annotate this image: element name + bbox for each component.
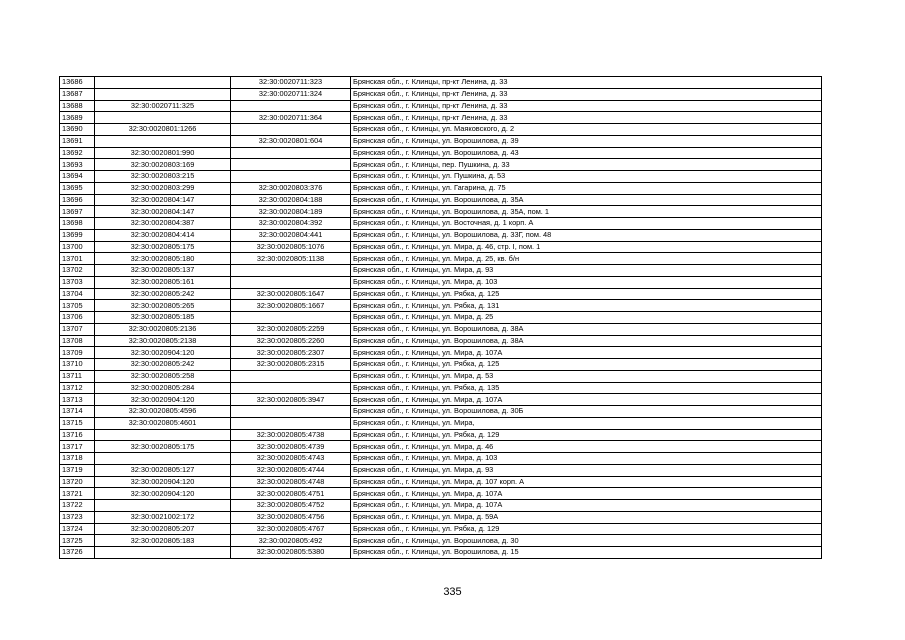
object-cadastral-number-cell: 32:30:0020803:376 — [231, 182, 351, 194]
row-number-cell: 13709 — [60, 347, 95, 359]
row-number-cell: 13708 — [60, 335, 95, 347]
table-row — [60, 547, 822, 559]
cadastral-number-cell: 32:30:0020711:325 — [95, 100, 231, 112]
cadastral-number-cell: 32:30:0020805:183 — [95, 535, 231, 547]
object-cadastral-number-cell: 32:30:0020801:604 — [231, 135, 351, 147]
cadastral-number-cell: 32:30:0020804:387 — [95, 218, 231, 230]
object-cadastral-number-cell: 32:30:0020805:4748 — [231, 476, 351, 488]
cadastral-number-cell: 32:30:0020805:242 — [95, 359, 231, 371]
row-number-cell: 13710 — [60, 359, 95, 371]
address-cell: Брянская обл., г. Клинцы, ул. Мира, — [351, 417, 822, 429]
address-cell: Брянская обл., г. Клинцы, ул. Восточная, д. 1 корп. А — [351, 218, 822, 230]
address-cell: Брянская обл., г. Клинцы, пр-кт Ленина, д. 33 — [351, 77, 822, 89]
cadastral-number-cell: 32:30:0020805:137 — [95, 265, 231, 277]
cadastral-number-cell: 32:30:0020804:414 — [95, 229, 231, 241]
cadastral-number-cell — [95, 547, 231, 559]
object-cadastral-number-cell — [231, 276, 351, 288]
object-cadastral-number-cell: 32:30:0020804:441 — [231, 229, 351, 241]
row-number-cell: 13724 — [60, 523, 95, 535]
row-number-cell: 13717 — [60, 441, 95, 453]
address-cell: Брянская обл., г. Клинцы, ул. Мира, д. 93 — [351, 464, 822, 476]
address-cell: Брянская обл., г. Клинцы, ул. Мира, д. 107А — [351, 347, 822, 359]
address-cell: Брянская обл., г. Клинцы, пр-кт Ленина, д. 33 — [351, 88, 822, 100]
cadastral-number-cell: 32:30:0020805:4601 — [95, 417, 231, 429]
address-cell: Брянская обл., г. Клинцы, ул. Рябка, д. 131 — [351, 300, 822, 312]
object-cadastral-number-cell — [231, 159, 351, 171]
row-number-cell: 13695 — [60, 182, 95, 194]
address-cell: Брянская обл., г. Клинцы, ул. Пушкина, д. 53 — [351, 171, 822, 183]
object-cadastral-number-cell — [231, 406, 351, 418]
table-row — [60, 359, 822, 371]
object-cadastral-number-cell: 32:30:0020711:323 — [231, 77, 351, 89]
address-cell: Брянская обл., г. Клинцы, ул. Ворошилова, д. 39 — [351, 135, 822, 147]
table-row — [60, 488, 822, 500]
address-cell: Брянская обл., г. Клинцы, ул. Рябка, д. 125 — [351, 288, 822, 300]
address-cell: Брянская обл., г. Клинцы, ул. Мира, д. 107А — [351, 500, 822, 512]
row-number-cell: 13696 — [60, 194, 95, 206]
table-row — [60, 417, 822, 429]
cadastral-number-cell: 32:30:0021002:172 — [95, 511, 231, 523]
address-cell: Брянская обл., г. Клинцы, ул. Ворошилова, д. 43 — [351, 147, 822, 159]
row-number-cell: 13704 — [60, 288, 95, 300]
row-number-cell: 13715 — [60, 417, 95, 429]
address-cell: Брянская обл., г. Клинцы, ул. Рябка, д. 129 — [351, 523, 822, 535]
cadastral-number-cell: 32:30:0020805:4596 — [95, 406, 231, 418]
object-cadastral-number-cell: 32:30:0020804:188 — [231, 194, 351, 206]
address-cell: Брянская обл., г. Клинцы, ул. Мира, д. 103 — [351, 276, 822, 288]
object-cadastral-number-cell — [231, 124, 351, 136]
cadastral-number-cell: 32:30:0020804:147 — [95, 206, 231, 218]
row-number-cell: 13699 — [60, 229, 95, 241]
row-number-cell: 13722 — [60, 500, 95, 512]
cadastral-number-cell: 32:30:0020805:180 — [95, 253, 231, 265]
row-number-cell: 13702 — [60, 265, 95, 277]
table-row — [60, 453, 822, 465]
cadastral-number-cell: 32:30:0020805:242 — [95, 288, 231, 300]
row-number-cell: 13687 — [60, 88, 95, 100]
row-number-cell: 13692 — [60, 147, 95, 159]
table-row — [60, 500, 822, 512]
address-cell: Брянская обл., г. Клинцы, ул. Ворошилова, д. 30Б — [351, 406, 822, 418]
row-number-cell: 13714 — [60, 406, 95, 418]
cadastral-number-cell: 32:30:0020805:2136 — [95, 323, 231, 335]
cadastral-number-cell: 32:30:0020904:120 — [95, 347, 231, 359]
object-cadastral-number-cell: 32:30:0020805:2307 — [231, 347, 351, 359]
row-number-cell: 13686 — [60, 77, 95, 89]
table-row — [60, 535, 822, 547]
table-row — [60, 265, 822, 277]
cadastral-number-cell: 32:30:0020801:990 — [95, 147, 231, 159]
cadastral-number-cell: 32:30:0020904:120 — [95, 476, 231, 488]
table-row — [60, 241, 822, 253]
table-row — [60, 382, 822, 394]
object-cadastral-number-cell — [231, 147, 351, 159]
address-cell: Брянская обл., г. Клинцы, ул. Рябка, д. 129 — [351, 429, 822, 441]
table-row — [60, 288, 822, 300]
table-row — [60, 523, 822, 535]
address-cell: Брянская обл., г. Клинцы, пр-кт Ленина, д. 33 — [351, 100, 822, 112]
table-row — [60, 159, 822, 171]
table-row — [60, 347, 822, 359]
object-cadastral-number-cell: 32:30:0020805:1647 — [231, 288, 351, 300]
table-row — [60, 394, 822, 406]
cadastral-number-cell: 32:30:0020805:258 — [95, 370, 231, 382]
table-row — [60, 182, 822, 194]
cadastral-number-cell — [95, 429, 231, 441]
address-cell: Брянская обл., г. Клинцы, ул. Мира, д. 25, кв. б/н — [351, 253, 822, 265]
address-cell: Брянская обл., г. Клинцы, ул. Гагарина, д. 75 — [351, 182, 822, 194]
row-number-cell: 13706 — [60, 312, 95, 324]
object-cadastral-number-cell: 32:30:0020805:4739 — [231, 441, 351, 453]
row-number-cell: 13698 — [60, 218, 95, 230]
cadastral-number-cell: 32:30:0020803:299 — [95, 182, 231, 194]
row-number-cell: 13690 — [60, 124, 95, 136]
object-cadastral-number-cell: 32:30:0020805:4744 — [231, 464, 351, 476]
row-number-cell: 13713 — [60, 394, 95, 406]
address-cell: Брянская обл., г. Клинцы, ул. Ворошилова, д. 38А — [351, 335, 822, 347]
object-cadastral-number-cell: 32:30:0020805:4738 — [231, 429, 351, 441]
address-cell: Брянская обл., г. Клинцы, ул. Ворошилова, д. 33Г, пом. 48 — [351, 229, 822, 241]
cadastral-number-cell — [95, 453, 231, 465]
cadastral-number-cell: 32:30:0020805:127 — [95, 464, 231, 476]
object-cadastral-number-cell — [231, 265, 351, 277]
cadastral-number-cell: 32:30:0020904:120 — [95, 488, 231, 500]
object-cadastral-number-cell: 32:30:0020805:2315 — [231, 359, 351, 371]
row-number-cell: 13697 — [60, 206, 95, 218]
cadastral-number-cell: 32:30:0020801:1266 — [95, 124, 231, 136]
table-row — [60, 229, 822, 241]
address-cell: Брянская обл., г. Клинцы, ул. Ворошилова, д. 15 — [351, 547, 822, 559]
object-cadastral-number-cell: 32:30:0020804:392 — [231, 218, 351, 230]
row-number-cell: 13701 — [60, 253, 95, 265]
object-cadastral-number-cell — [231, 100, 351, 112]
table-row — [60, 476, 822, 488]
cadastral-number-cell: 32:30:0020803:169 — [95, 159, 231, 171]
row-number-cell: 13726 — [60, 547, 95, 559]
row-number-cell: 13703 — [60, 276, 95, 288]
address-cell: Брянская обл., г. Клинцы, ул. Мира, д. 25 — [351, 312, 822, 324]
registry-table — [59, 76, 822, 559]
cadastral-number-cell: 32:30:0020805:175 — [95, 441, 231, 453]
table-row — [60, 112, 822, 124]
address-cell: Брянская обл., г. Клинцы, ул. Мира, д. 93 — [351, 265, 822, 277]
row-number-cell: 13720 — [60, 476, 95, 488]
table-row — [60, 312, 822, 324]
table-row — [60, 100, 822, 112]
table-row — [60, 88, 822, 100]
address-cell: Брянская обл., г. Клинцы, ул. Мира, д. 107А — [351, 394, 822, 406]
address-cell: Брянская обл., г. Клинцы, ул. Мира, д. 46, стр. I, пом. 1 — [351, 241, 822, 253]
object-cadastral-number-cell: 32:30:0020805:2260 — [231, 335, 351, 347]
cadastral-number-cell: 32:30:0020805:265 — [95, 300, 231, 312]
table-row — [60, 253, 822, 265]
table-row — [60, 171, 822, 183]
table-row — [60, 124, 822, 136]
object-cadastral-number-cell: 32:30:0020711:364 — [231, 112, 351, 124]
object-cadastral-number-cell: 32:30:0020711:324 — [231, 88, 351, 100]
object-cadastral-number-cell: 32:30:0020805:5380 — [231, 547, 351, 559]
address-cell: Брянская обл., г. Клинцы, пер. Пушкина, д. 33 — [351, 159, 822, 171]
row-number-cell: 13700 — [60, 241, 95, 253]
row-number-cell: 13691 — [60, 135, 95, 147]
cadastral-number-cell: 32:30:0020805:2138 — [95, 335, 231, 347]
address-cell: Брянская обл., г. Клинцы, ул. Ворошилова, д. 35А, пом. 1 — [351, 206, 822, 218]
row-number-cell: 13711 — [60, 370, 95, 382]
row-number-cell: 13716 — [60, 429, 95, 441]
cadastral-number-cell — [95, 135, 231, 147]
row-number-cell: 13712 — [60, 382, 95, 394]
row-number-cell: 13725 — [60, 535, 95, 547]
table-row — [60, 206, 822, 218]
table-row — [60, 406, 822, 418]
row-number-cell: 13723 — [60, 511, 95, 523]
object-cadastral-number-cell: 32:30:0020804:189 — [231, 206, 351, 218]
object-cadastral-number-cell: 32:30:0020805:4743 — [231, 453, 351, 465]
address-cell: Брянская обл., г. Клинцы, ул. Мира, д. 59А — [351, 511, 822, 523]
object-cadastral-number-cell: 32:30:0020805:1667 — [231, 300, 351, 312]
object-cadastral-number-cell: 32:30:0020805:4752 — [231, 500, 351, 512]
cadastral-number-cell — [95, 112, 231, 124]
table-row — [60, 370, 822, 382]
address-cell: Брянская обл., г. Клинцы, пр-кт Ленина, д. 33 — [351, 112, 822, 124]
registry-table-body — [60, 77, 822, 559]
cadastral-number-cell: 32:30:0020805:161 — [95, 276, 231, 288]
row-number-cell: 13694 — [60, 171, 95, 183]
row-number-cell: 13688 — [60, 100, 95, 112]
table-row — [60, 276, 822, 288]
row-number-cell: 13718 — [60, 453, 95, 465]
row-number-cell: 13689 — [60, 112, 95, 124]
cadastral-number-cell: 32:30:0020805:185 — [95, 312, 231, 324]
row-number-cell: 13707 — [60, 323, 95, 335]
cadastral-number-cell: 32:30:0020804:147 — [95, 194, 231, 206]
object-cadastral-number-cell: 32:30:0020805:4767 — [231, 523, 351, 535]
address-cell: Брянская обл., г. Клинцы, ул. Мира, д. 103 — [351, 453, 822, 465]
object-cadastral-number-cell — [231, 171, 351, 183]
table-row — [60, 300, 822, 312]
object-cadastral-number-cell: 32:30:0020805:492 — [231, 535, 351, 547]
address-cell: Брянская обл., г. Клинцы, ул. Ворошилова, д. 35А — [351, 194, 822, 206]
table-row — [60, 323, 822, 335]
object-cadastral-number-cell: 32:30:0020805:1138 — [231, 253, 351, 265]
address-cell: Брянская обл., г. Клинцы, ул. Мира, д. 107 корп. А — [351, 476, 822, 488]
table-row — [60, 335, 822, 347]
address-cell: Брянская обл., г. Клинцы, ул. Мира, д. 107А — [351, 488, 822, 500]
object-cadastral-number-cell: 32:30:0020805:4756 — [231, 511, 351, 523]
table-row — [60, 218, 822, 230]
object-cadastral-number-cell: 32:30:0020805:4751 — [231, 488, 351, 500]
table-row — [60, 429, 822, 441]
address-cell: Брянская обл., г. Клинцы, ул. Ворошилова, д. 30 — [351, 535, 822, 547]
address-cell: Брянская обл., г. Клинцы, ул. Мира, д. 46 — [351, 441, 822, 453]
cadastral-number-cell: 32:30:0020805:284 — [95, 382, 231, 394]
table-row — [60, 464, 822, 476]
table-row — [60, 194, 822, 206]
row-number-cell: 13719 — [60, 464, 95, 476]
object-cadastral-number-cell — [231, 382, 351, 394]
object-cadastral-number-cell: 32:30:0020805:1076 — [231, 241, 351, 253]
page-number: 335 — [443, 586, 462, 598]
cadastral-number-cell — [95, 88, 231, 100]
row-number-cell: 13693 — [60, 159, 95, 171]
row-number-cell: 13721 — [60, 488, 95, 500]
table-row — [60, 135, 822, 147]
address-cell: Брянская обл., г. Клинцы, ул. Мира, д. 53 — [351, 370, 822, 382]
cadastral-number-cell: 32:30:0020803:215 — [95, 171, 231, 183]
object-cadastral-number-cell: 32:30:0020805:2259 — [231, 323, 351, 335]
cadastral-number-cell — [95, 500, 231, 512]
cadastral-number-cell: 32:30:0020805:175 — [95, 241, 231, 253]
table-row — [60, 441, 822, 453]
address-cell: Брянская обл., г. Клинцы, ул. Рябка, д. 125 — [351, 359, 822, 371]
row-number-cell: 13705 — [60, 300, 95, 312]
table-row — [60, 77, 822, 89]
cadastral-number-cell: 32:30:0020805:207 — [95, 523, 231, 535]
address-cell: Брянская обл., г. Клинцы, ул. Маяковского, д. 2 — [351, 124, 822, 136]
cadastral-number-cell — [95, 77, 231, 89]
table-row — [60, 147, 822, 159]
address-cell: Брянская обл., г. Клинцы, ул. Рябка, д. 135 — [351, 382, 822, 394]
object-cadastral-number-cell — [231, 417, 351, 429]
object-cadastral-number-cell — [231, 370, 351, 382]
table-row — [60, 511, 822, 523]
cadastral-number-cell: 32:30:0020904:120 — [95, 394, 231, 406]
object-cadastral-number-cell — [231, 312, 351, 324]
object-cadastral-number-cell: 32:30:0020805:3947 — [231, 394, 351, 406]
address-cell: Брянская обл., г. Клинцы, ул. Ворошилова, д. 38А — [351, 323, 822, 335]
